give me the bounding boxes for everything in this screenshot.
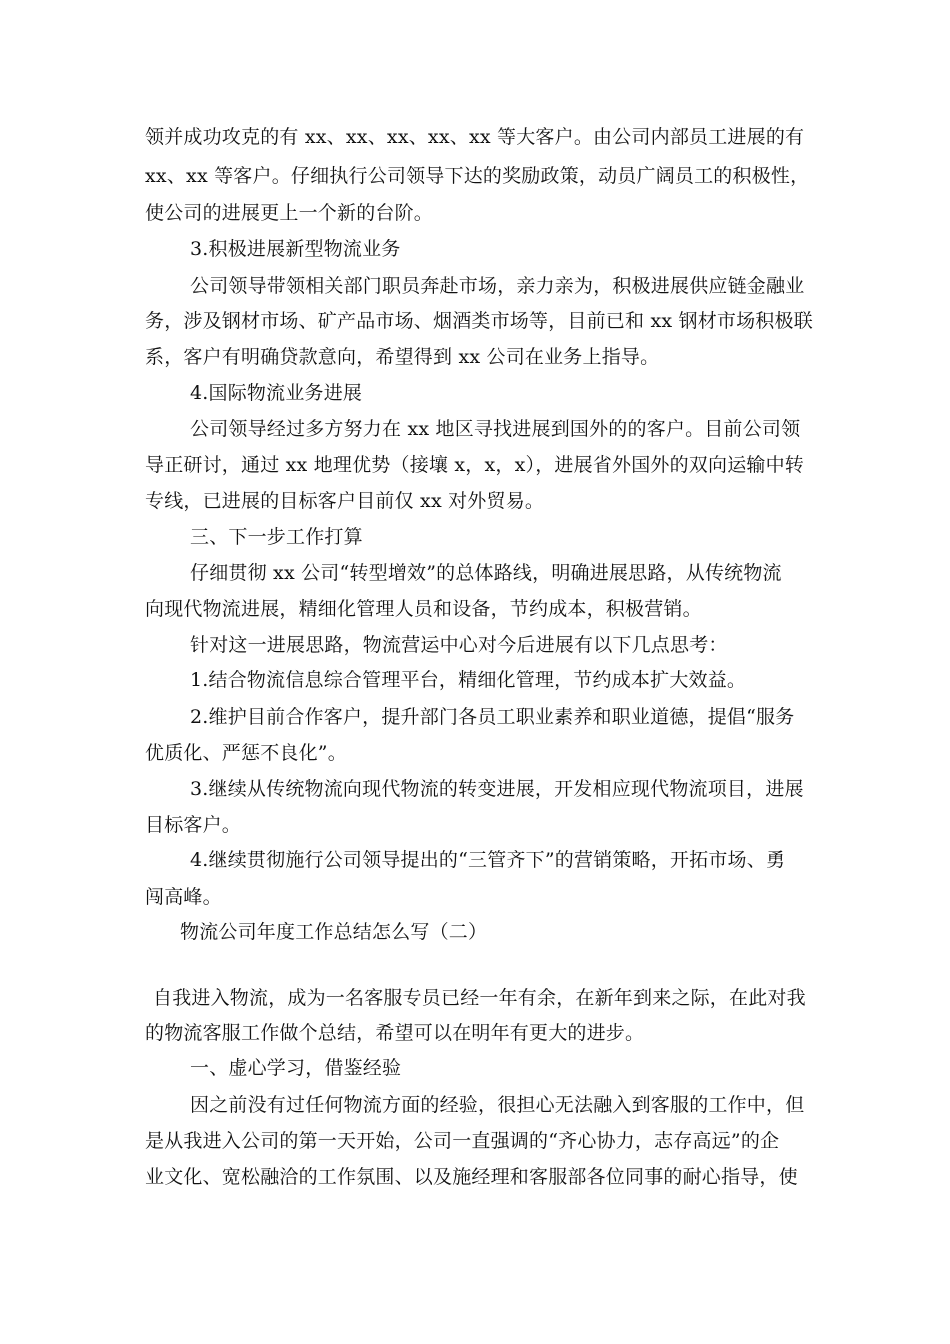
- body-line: 专线，已进展的目标客户目前仅 xx 对外贸易。: [145, 490, 545, 512]
- body-line: 目标客户。: [145, 814, 242, 836]
- list-item: 4.继续贯彻施行公司领导提出的“三管齐下”的营销策略，开拓市场、勇: [190, 849, 786, 871]
- body-line: 领并成功攻克的有 xx、xx、xx、xx、xx 等大客户。由公司内部员工进展的有: [145, 126, 805, 148]
- body-line: 优质化、严惩不良化”。: [145, 742, 347, 764]
- body-line: xx、xx 等客户。仔细执行公司领导下达的奖励政策，动员广阔员工的积极性，: [145, 165, 810, 187]
- section-heading: 三、下一步工作打算: [190, 526, 363, 548]
- section-heading: 3.积极进展新型物流业务: [190, 238, 401, 260]
- body-line: 公司领导带领相关部门职员奔赴市场，亲力亲为，积极进展供应链金融业: [190, 275, 805, 297]
- list-item: 3.继续从传统物流向现代物流的转变进展，开发相应现代物流项目，进展: [190, 778, 804, 800]
- list-item: 1.结合物流信息综合管理平台，精细化管理，节约成本扩大效益。: [190, 669, 747, 691]
- section-heading: 一、虚心学习，借鉴经验: [190, 1057, 402, 1079]
- body-line: 公司领导经过多方努力在 xx 地区寻找进展到国外的的客户。目前公司领: [190, 418, 801, 440]
- body-line: 因之前没有过任何物流方面的经验，很担心无法融入到客服的工作中，但: [190, 1094, 805, 1116]
- body-line: 系，客户有明确贷款意向，希望得到 xx 公司在业务上指导。: [145, 346, 660, 368]
- body-line: 业文化、宽松融洽的工作氛围、以及施经理和客服部各位同事的耐心指导，使: [145, 1166, 798, 1188]
- body-line: 导正研讨，通过 xx 地理优势（接壤 x，x，x），进展省外国外的双向运输中转: [145, 454, 804, 476]
- section-heading: 4.国际物流业务进展: [190, 382, 363, 404]
- list-item: 2.维护目前合作客户，提升部门各员工职业素养和职业道德，提倡“服务: [190, 706, 795, 728]
- body-line: 务，涉及钢材市场、矿产品市场、烟酒类市场等，目前已和 xx 钢材市场积极联: [145, 310, 813, 332]
- body-line: 闯高峰。: [145, 886, 222, 908]
- body-line: 针对这一进展思路，物流营运中心对今后进展有以下几点思考：: [190, 634, 728, 656]
- body-line: 自我进入物流，成为一名客服专员已经一年有余，在新年到来之际，在此对我: [153, 987, 806, 1009]
- section-title: 物流公司年度工作总结怎么写（二）: [180, 921, 488, 943]
- body-line: 是从我进入公司的第一天开始，公司一直强调的“齐心协力，志存高远”的企: [145, 1130, 780, 1152]
- body-line: 的物流客服工作做个总结，希望可以在明年有更大的进步。: [145, 1022, 645, 1044]
- body-line: 使公司的进展更上一个新的台阶。: [145, 202, 434, 224]
- body-line: 仔细贯彻 xx 公司“转型增效”的总体路线，明确进展思路，从传统物流: [190, 562, 782, 584]
- body-line: 向现代物流进展，精细化管理人员和设备，节约成本，积极营销。: [145, 598, 702, 620]
